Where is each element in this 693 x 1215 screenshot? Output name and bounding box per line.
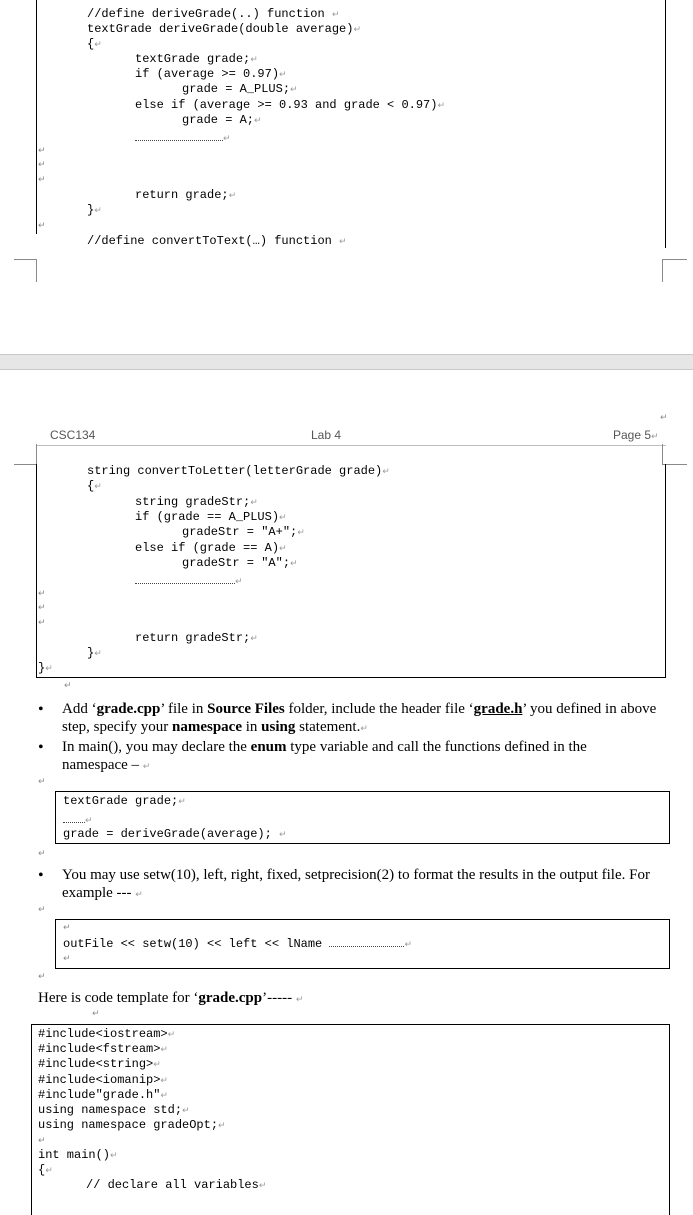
margin-corner <box>14 444 37 465</box>
empty-line-mark: ↵ <box>38 221 46 231</box>
code-line: if (average >= 0.97)↵ <box>135 67 287 81</box>
code-line: textGrade grade;↵ <box>135 52 258 66</box>
empty-line-mark: ↵ <box>92 1009 100 1019</box>
page-gap <box>0 354 693 370</box>
code-line: using namespace gradeOpt;↵ <box>38 1118 226 1132</box>
margin-corner <box>662 259 687 282</box>
code-frame-right <box>665 0 666 248</box>
code-line: else if (grade == A)↵ <box>135 541 287 555</box>
code-line: //define deriveGrade(..) function ↵ <box>87 7 340 21</box>
code-frame-left <box>36 0 37 234</box>
bullet-item-add-file: Add ‘grade.cpp’ file in Source Files folder, include the header file ‘grade.h’ you defined in above step, specify your namespace in using statement.↵ <box>62 701 657 735</box>
code-line: int main()↵ <box>38 1148 118 1162</box>
empty-line-mark: ↵ <box>38 905 46 915</box>
code-box-template <box>31 1024 670 1215</box>
header-course: CSC134 <box>50 428 96 442</box>
bullet-dot: • <box>38 739 44 756</box>
code-line: {↵ <box>87 37 102 51</box>
code-box-grade <box>55 791 670 844</box>
code-line: // declare all variables↵ <box>86 1178 267 1192</box>
code-line: using namespace std;↵ <box>38 1103 190 1117</box>
code-line: return grade;↵ <box>135 188 237 202</box>
code-line: grade = A_PLUS;↵ <box>182 82 298 96</box>
empty-line-mark: ↵ <box>38 603 46 613</box>
empty-line-mark: ↵ <box>38 175 46 185</box>
margin-corner <box>14 259 37 282</box>
code-line: gradeStr = "A";↵ <box>182 556 298 570</box>
bullet-item-main: In main(), you may declare the enum type variable and call the functions defined in the namespace – ↵ <box>62 739 587 773</box>
code-line: {↵ <box>38 1163 53 1177</box>
fill-in-blank: ↵ <box>63 810 93 828</box>
empty-line-mark: ↵ <box>38 589 46 599</box>
code-line: //define convertToText(…) function ↵ <box>87 234 347 248</box>
margin-corner <box>662 444 687 465</box>
code-frame-right <box>665 464 666 677</box>
empty-line-mark: ↵ <box>38 1136 46 1146</box>
bullet-dot: • <box>38 867 44 884</box>
fill-in-blank: ↵ <box>135 128 231 146</box>
empty-line-mark: ↵ <box>38 618 46 628</box>
code-line: gradeStr = "A+";↵ <box>182 525 305 539</box>
code-line: if (grade == A_PLUS)↵ <box>135 510 287 524</box>
code-line: #include<iostream>↵ <box>38 1027 176 1041</box>
code-line: grade = A;↵ <box>182 113 262 127</box>
empty-line-mark: ↵ <box>64 681 72 691</box>
empty-line-mark: ↵ <box>38 146 46 156</box>
code-line: #include<iomanip>↵ <box>38 1073 168 1087</box>
code-line: #include<fstream>↵ <box>38 1042 168 1056</box>
code-line: else if (average >= 0.93 and grade < 0.97)↵ <box>135 98 445 112</box>
code-line: textGrade deriveGrade(double average)↵ <box>87 22 361 36</box>
empty-line-mark: ↵ <box>38 160 46 170</box>
header-lab: Lab 4 <box>311 428 342 442</box>
empty-line-mark: ↵ <box>63 954 71 964</box>
header-page: Page 5↵ <box>613 428 659 442</box>
bullet-item-setw: You may use setw(10), left, right, fixed, setprecision(2) to format the results in the output file. For example --- ↵ <box>62 867 650 901</box>
template-intro: Here is code template for ‘grade.cpp’----- ↵ <box>38 990 304 1006</box>
code-line: }↵ <box>87 203 102 217</box>
empty-line-mark: ↵ <box>38 972 46 982</box>
code-line: #include"grade.h"↵ <box>38 1088 168 1102</box>
code-line: return gradeStr;↵ <box>135 631 258 645</box>
code-frame-left <box>36 464 37 677</box>
code-box-outfile <box>55 919 670 969</box>
bullet-dot: • <box>38 701 44 718</box>
code-line: string gradeStr;↵ <box>135 495 258 509</box>
para-mark: ↵ <box>660 413 668 423</box>
code-line: #include<string>↵ <box>38 1057 161 1071</box>
code-line: outFile << setw(10) << left << lName ↵ <box>63 937 412 951</box>
code-line: }↵ <box>38 661 53 675</box>
empty-line-mark: ↵ <box>63 923 71 933</box>
empty-line-mark: ↵ <box>38 777 46 787</box>
code-line: {↵ <box>87 479 102 493</box>
code-line: textGrade grade;↵ <box>63 794 186 808</box>
code-line: grade = deriveGrade(average); ↵ <box>63 827 287 841</box>
code-line: }↵ <box>87 646 102 660</box>
code-frame-bottom <box>36 677 666 678</box>
empty-line-mark: ↵ <box>38 849 46 859</box>
header-rule <box>36 445 666 446</box>
fill-in-blank: ↵ <box>135 571 243 589</box>
code-line: string convertToLetter(letterGrade grade)↵ <box>87 464 390 478</box>
